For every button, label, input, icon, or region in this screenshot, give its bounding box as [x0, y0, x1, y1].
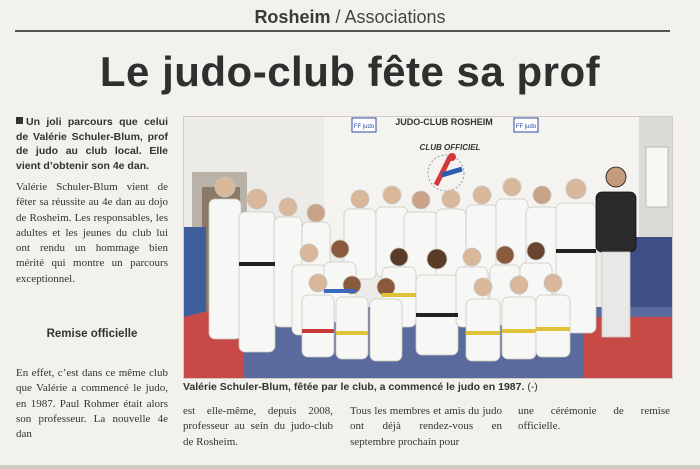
photo-banner-text: JUDO-CLUB ROSHEIM [395, 117, 493, 127]
section-header [0, 4, 700, 30]
ffjudo-logo-left-icon [352, 118, 376, 132]
page-bottom-edge [0, 465, 700, 469]
group-photo [183, 116, 673, 379]
caption-source: (-) [527, 381, 538, 393]
ffjudo-logo-right-icon [514, 118, 538, 132]
subsection-name: / Associations [335, 7, 446, 27]
header-rule [15, 30, 670, 32]
lead-text: Un joli parcours que celui de Valérie Schuler-Blum, prof de judo au club local. Elle vient d’obtenir son 4e dan. [16, 116, 168, 172]
lead-paragraph [16, 115, 168, 173]
headline: Le judo-club fête sa prof [99, 48, 601, 95]
section-name: Rosheim [254, 7, 331, 27]
caption-text: Valérie Schuler-Blum, fêtée par le club, a commencé le judo en 1987. [183, 381, 525, 393]
photo-caption [183, 381, 671, 393]
body-column-2: est elle-même, depuis 2008, professeur au sein du judo-club de Rosheim. [183, 405, 333, 448]
svg-text:FF judo: FF judo [515, 124, 537, 130]
subheading: Remise officielle [46, 328, 138, 340]
svg-text:CLUB OFFICIEL: CLUB OFFICIEL [419, 143, 481, 152]
group-photo-illustration [184, 117, 672, 378]
body-column-3: Tous les membres et amis du judo ont déjà rendez-vous en septembre prochain pour [350, 405, 502, 448]
body-paragraph-2: En effet, c’est dans ce même club que Valérie a commencé le judo, en 1987. Paul Rohmer était alors son professeur. La nouvelle 4e dan [16, 367, 168, 441]
lead-square-icon [16, 117, 23, 124]
body-column-4: une cérémonie de remise officielle. [518, 405, 670, 433]
svg-text:FF judo: FF judo [353, 124, 375, 130]
body-paragraph-1: Valérie Schuler-Blum vient de fêter sa réussite au 4e dan au dojo de Rosheim. Les responsables, les adultes et les jeunes du club lui ont rendu un hommage bien mérité qui montre un parcours exceptionnel. [16, 181, 168, 285]
